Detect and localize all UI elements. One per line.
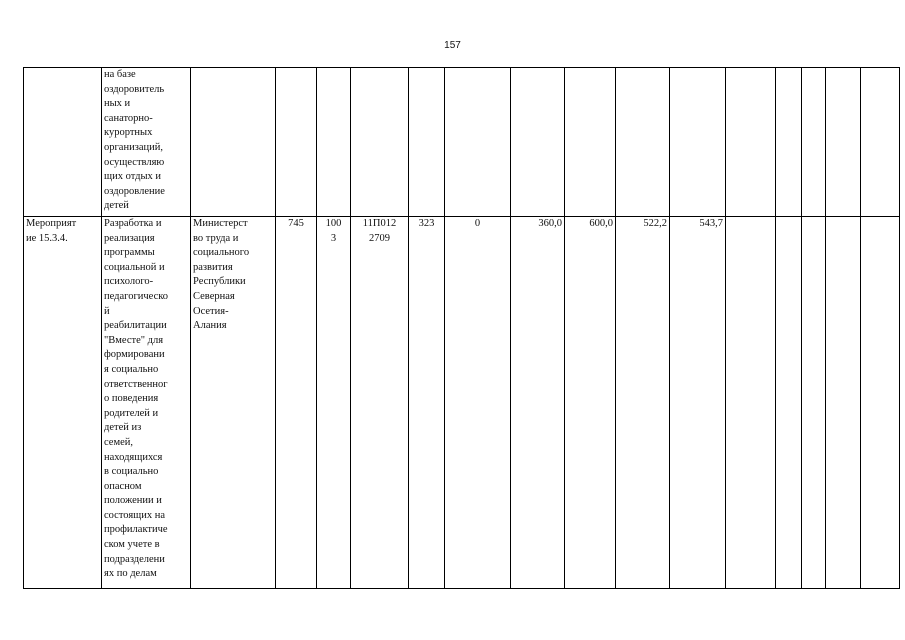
- cell-amount-6: [726, 217, 776, 589]
- cell-activity-code: [24, 68, 102, 217]
- cell-executor: Министерст во труда и социального развития Республики Северная Осетия- Алания: [191, 217, 276, 589]
- cell-amount-5: [670, 68, 726, 217]
- cell-target-article: [351, 68, 409, 217]
- cell-amount-10: [861, 68, 900, 217]
- table-row: [24, 68, 900, 217]
- cell-amount-1: 0: [445, 217, 511, 589]
- cell-amount-1: [445, 68, 511, 217]
- cell-section: [317, 68, 351, 217]
- cell-amount-2: [511, 68, 565, 217]
- cell-amount-8: [802, 68, 826, 217]
- cell-expense-type: 323: [409, 217, 445, 589]
- cell-amount-3: [565, 68, 616, 217]
- cell-target-article: 11П012 2709: [351, 217, 409, 589]
- cell-section: 100 3: [317, 217, 351, 589]
- cell-activity-name: на базе оздоровитель ных и санаторно- курортных организаций, осуществляю щих отдых и оздоровление детей: [102, 68, 191, 217]
- cell-amount-3: 600,0: [565, 217, 616, 589]
- cell-executor: [191, 68, 276, 217]
- cell-amount-2: 360,0: [511, 217, 565, 589]
- table-row: [24, 217, 900, 589]
- cell-amount-6: [726, 68, 776, 217]
- cell-grbs: [276, 68, 317, 217]
- cell-amount-4: [616, 68, 670, 217]
- cell-amount-4: 522,2: [616, 217, 670, 589]
- program-table: [23, 67, 900, 589]
- cell-grbs: 745: [276, 217, 317, 589]
- cell-activity-name: Разработка и реализация программы социальной и психолого- педагогическо й реабилитации "Вместе" для формировани я социально ответственног о поведения родителей и детей из семей, находящихся в социально опасном положении и состоящих на профилактиче ском учете в подразделени ях по делам: [102, 217, 191, 589]
- cell-amount-8: [802, 217, 826, 589]
- cell-activity-code: Мероприят ие 15.3.4.: [24, 217, 102, 589]
- cell-amount-7: [776, 68, 802, 217]
- cell-amount-9: [826, 217, 861, 589]
- cell-amount-5: 543,7: [670, 217, 726, 589]
- cell-expense-type: [409, 68, 445, 217]
- cell-amount-7: [776, 217, 802, 589]
- cell-amount-10: [861, 217, 900, 589]
- page-number: 157: [444, 40, 461, 51]
- cell-amount-9: [826, 68, 861, 217]
